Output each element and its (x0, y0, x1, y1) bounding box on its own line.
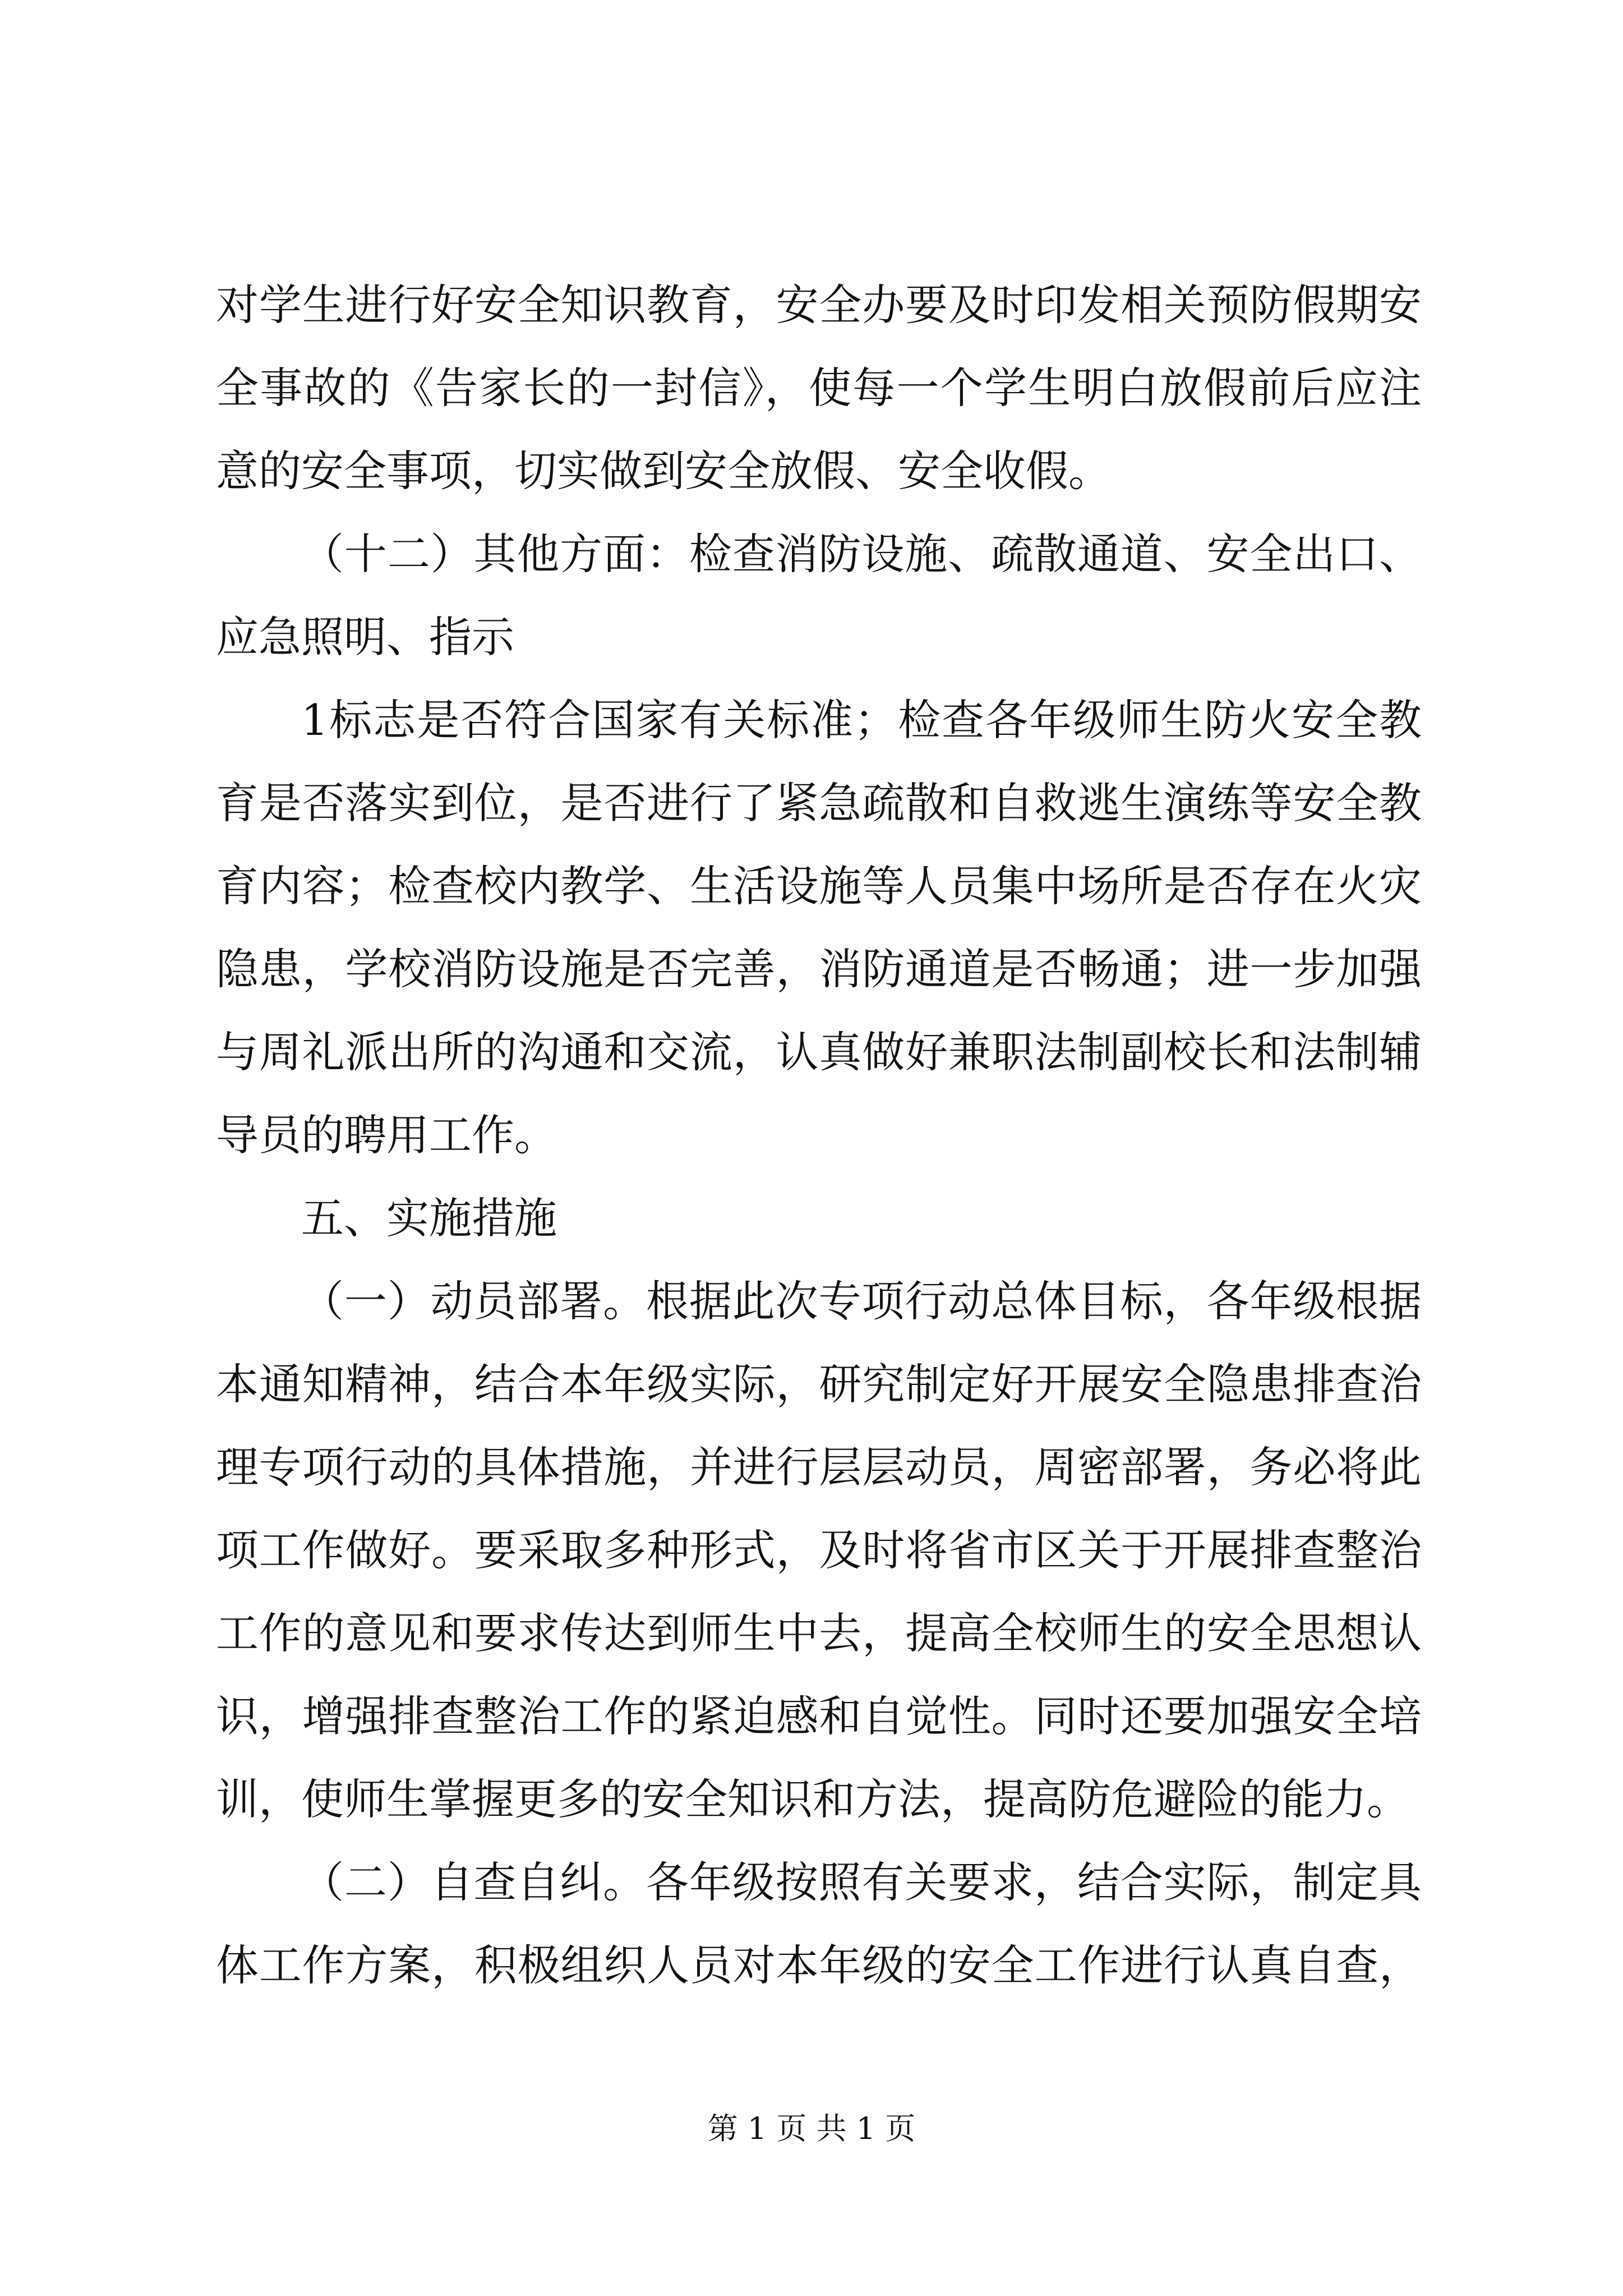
section-heading: 五、实施措施 (301, 1193, 557, 1243)
paragraph-1: 对学生进行好安全知识教育，安全办要及时印发相关预防假期安全事故的《告家长的一封信》，使每一个学生明白放假前后应注意的安全事项，切实做到安全放假、安全收假。 (216, 280, 1422, 496)
paragraph-3: 1标志是否符合国家有关标准；检查各年级师生防火安全教育是否落实到位，是否进行了紧急疏散和自救逃生演练等安全教育内容；检查校内教学、生活设施等人员集中场所是否存在火灾隐患，学校消防设施是否完善，消防通道是否畅通；进一步加强与周礼派出所的沟通和交流，认真做好兼职法制副校长和法制辅导员的聘用工作。 (216, 695, 1422, 1160)
document-body (216, 264, 1422, 2007)
paragraph-2: （十二）其他方面：检查消防设施、疏散通道、安全出口、应急照明、指示 (216, 529, 1422, 662)
paragraph-5: （二）自查自纠。各年级按照有关要求，结合实际，制定具体工作方案，积极组织人员对本年级的安全工作进行认真自查， (216, 1857, 1422, 1990)
paragraph-4: （一）动员部署。根据此次专项行动总体目标，各年级根据本通知精神，结合本年级实际，研究制定好开展安全隐患排查治理专项行动的具体措施，并进行层层动员，周密部署，务必将此项工作做好。要采取多种形式，及时将省市区关于开展排查整治工作的意见和要求传达到师生中去，提高全校师生的安全思想认识，增强排查整治工作的紧迫感和自觉性。同时还要加强安全培训，使师生掌握更多的安全知识和方法，提高防危避险的能力。 (216, 1276, 1422, 1824)
page-footer: 第 1 页 共 1 页 (707, 2111, 916, 2146)
